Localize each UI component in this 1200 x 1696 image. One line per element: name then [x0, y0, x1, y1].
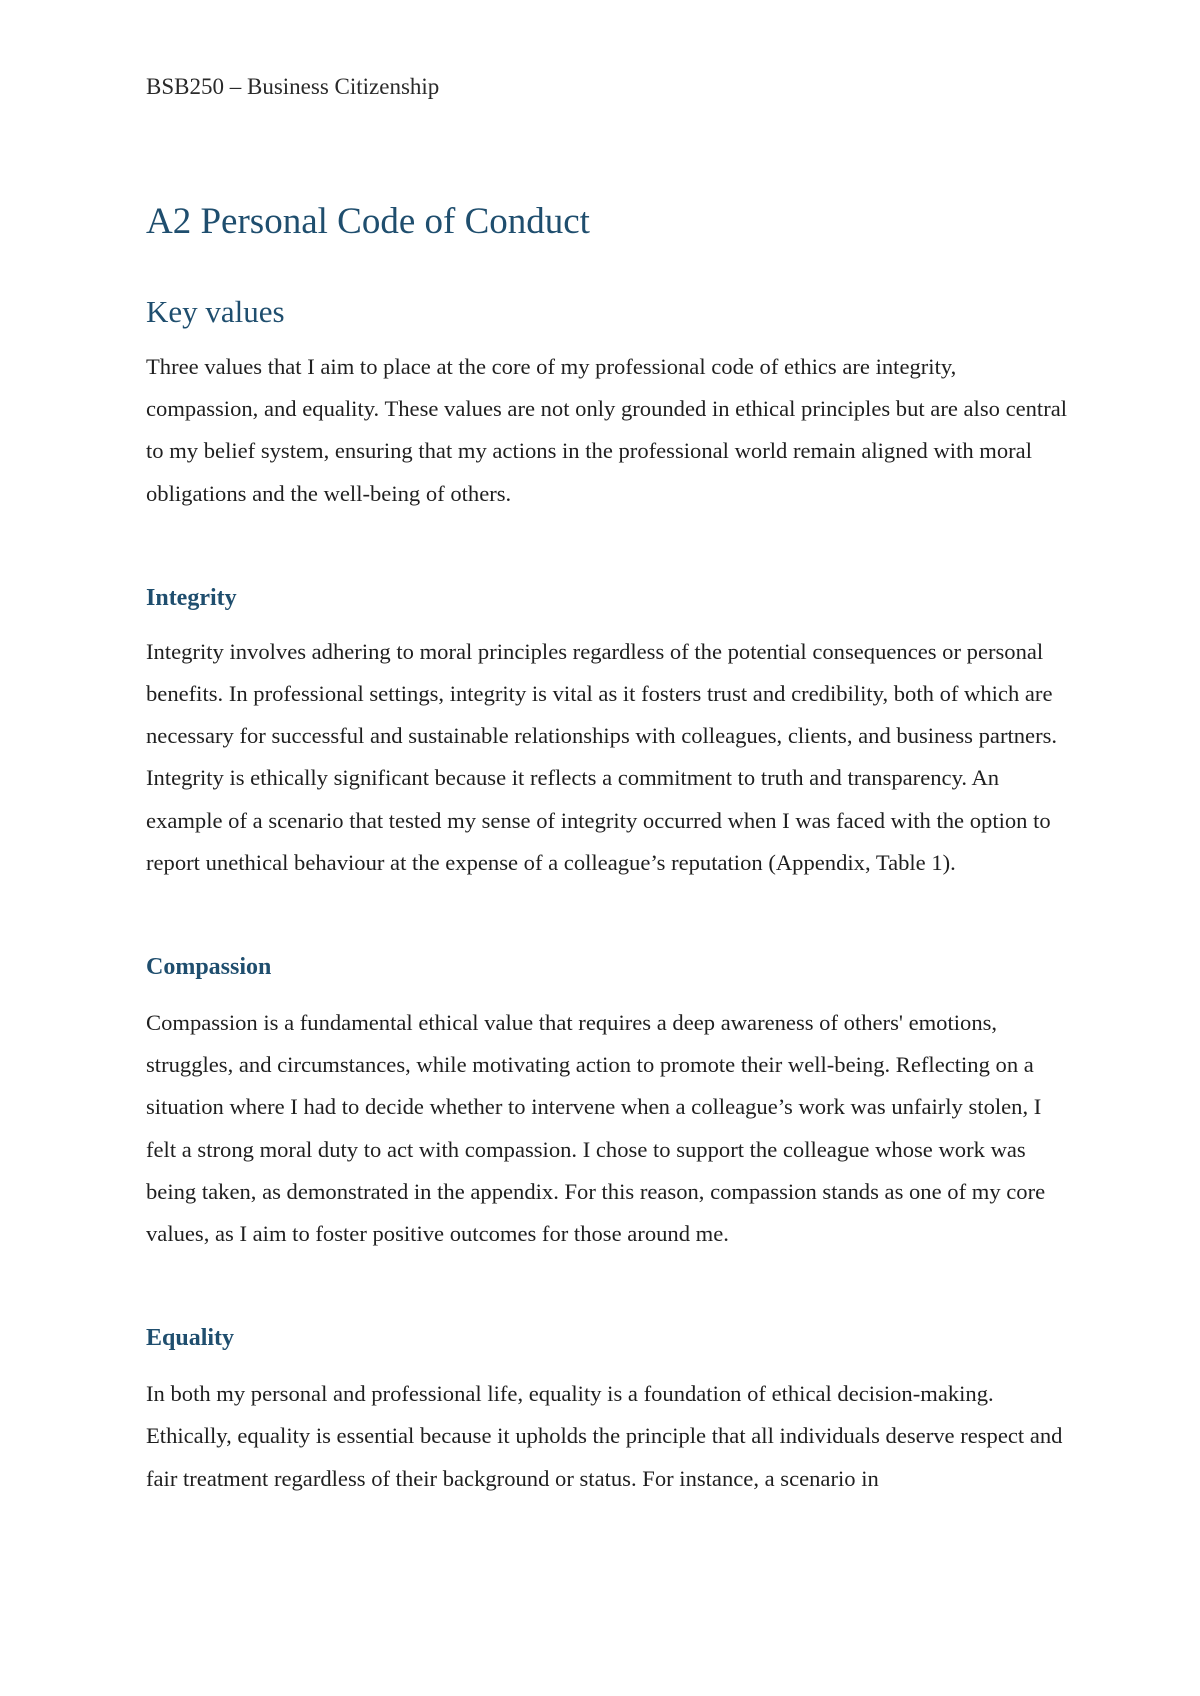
equality-heading: Equality — [146, 1325, 235, 1352]
key-values-heading: Key values — [146, 294, 285, 329]
equality-paragraph: In both my personal and professional life, equality is a foundation of ethical decision-making. Ethically, equality is essential because it upholds the principle that all individuals deserve respect and fair treatment regardless of their background or status. For instance, a scenario in — [146, 1381, 1063, 1491]
document-title: A2 Personal Code of Conduct — [146, 201, 590, 242]
intro-paragraph: Three values that I aim to place at the core of my professional code of ethics are integrity, compassion, and equality. These values are not only grounded in ethical principles but are also central to my belief system, ensuring that my actions in the professional world remain aligned with moral obligations and the well-being of others. — [146, 354, 1068, 506]
integrity-paragraph: Integrity involves adhering to moral principles regardless of the potential consequences or personal benefits. In professional settings, integrity is vital as it fosters trust and credibility, both of which are necessary for successful and sustainable relationships with colleagues, clients, and business partners. Integrity is ethically significant because it reflects a commitment to truth and transparency. An example of a scenario that tested my sense of integrity occurred when I was faced with the option to report unethical behaviour at the expense of a colleague’s reputation (Appendix, Table 1). — [146, 638, 1058, 875]
page-header: BSB250 – Business Citizenship — [146, 74, 440, 99]
integrity-heading: Integrity — [146, 584, 237, 611]
compassion-heading: Compassion — [146, 954, 272, 981]
compassion-paragraph: Compassion is a fundamental ethical value that requires a deep awareness of others' emotions, struggles, and circumstances, while motivating action to promote their well-being. Reflecting on a situation where I had to decide whether to intervene when a colleague’s work was unfairly stolen, I felt a strong moral duty to act with compassion. I chose to support the colleague whose work was being taken, as demonstrated in the appendix. For this reason, compassion stands as one of my core values, as I aim to foster positive outcomes for those around me. — [146, 1010, 1046, 1247]
